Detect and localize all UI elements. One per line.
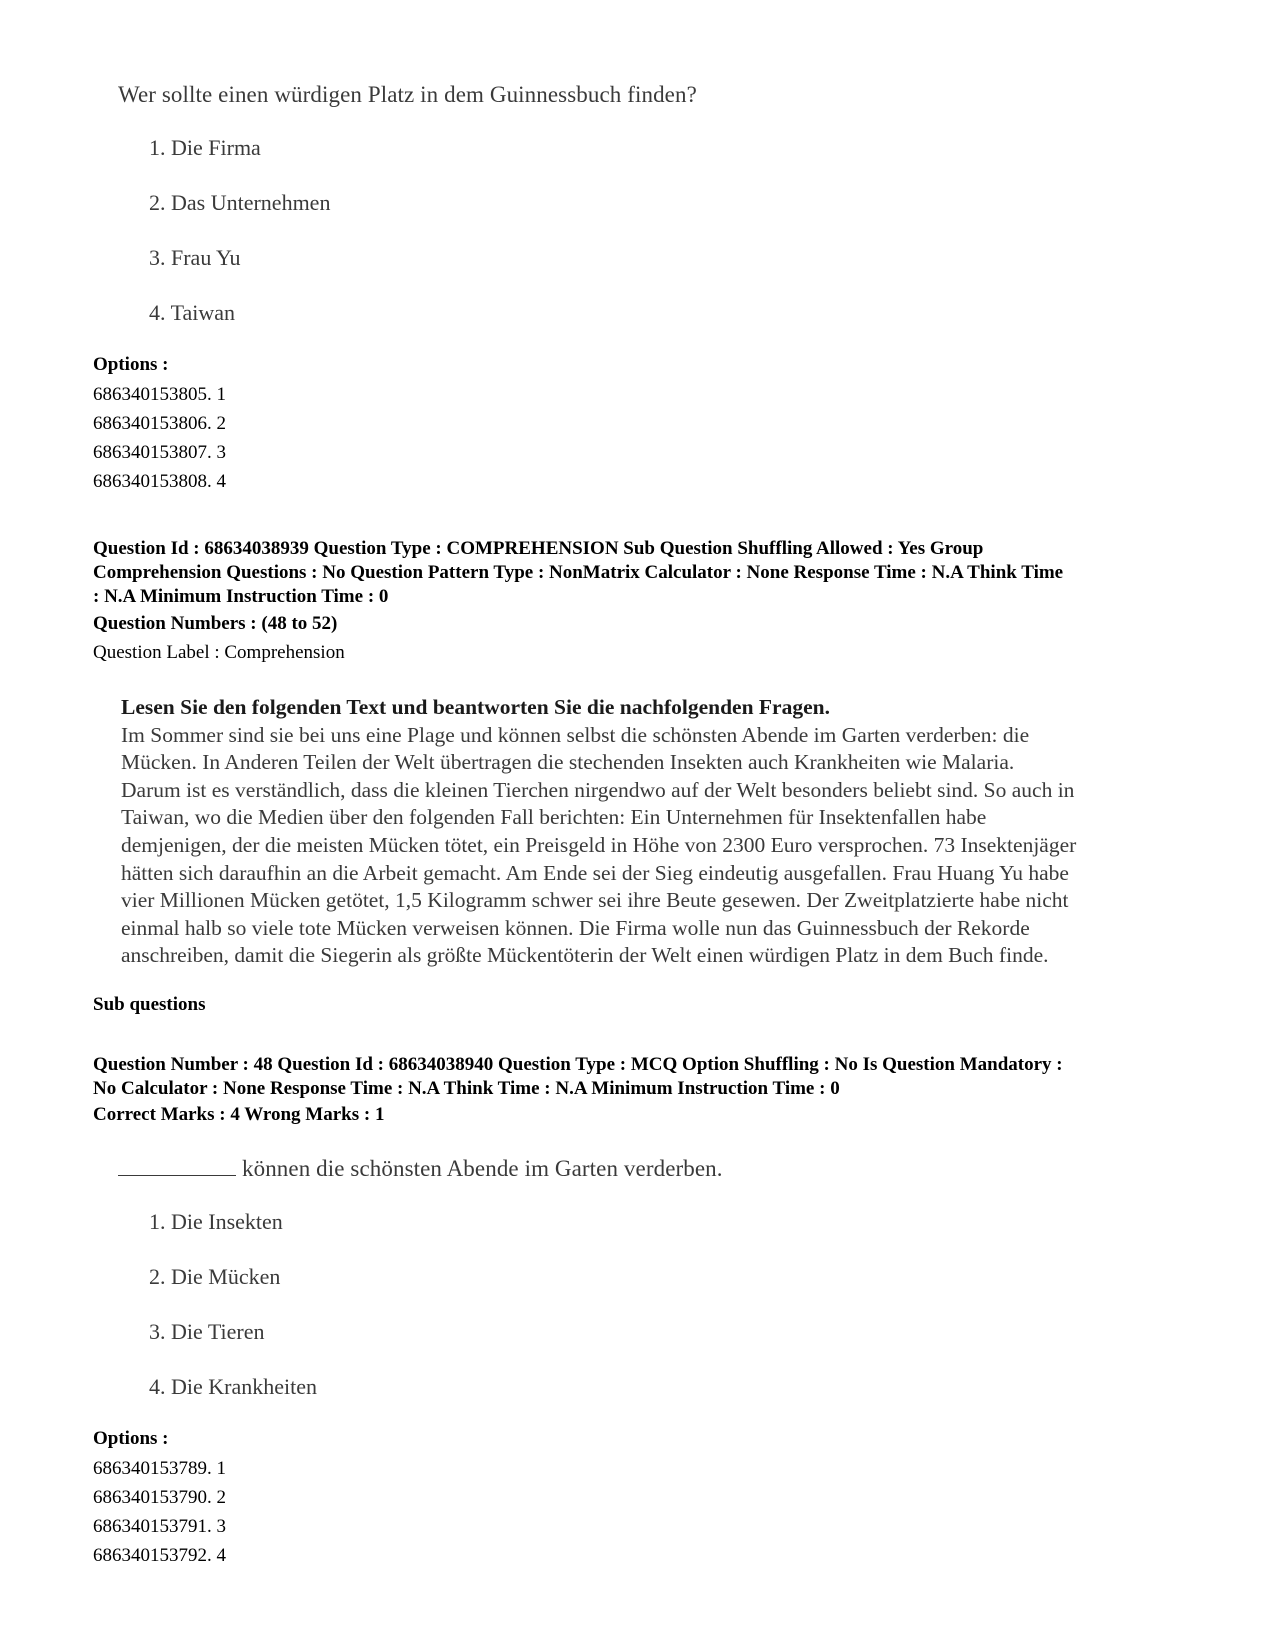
- q48-choice-3: 3. Die Tieren: [149, 1319, 265, 1344]
- q47-option-id-1: 686340153805. 1: [93, 384, 226, 405]
- q48-stem-line: [118, 1155, 723, 1182]
- q47-option-id-3: 686340153807. 3: [93, 442, 226, 463]
- q47-choice-4: 4. Taiwan: [149, 300, 236, 325]
- q48-option-id-2: 686340153790. 2: [93, 1487, 226, 1508]
- q47-stem: Wer sollte einen würdigen Platz in dem Guinnessbuch finden?: [118, 82, 697, 107]
- passage-line: einmal halb so viele tote Mücken verweisen können. Die Firma wolle nun das Guinnessbuch der Rekorde: [121, 915, 1030, 940]
- q48-option-id-3: 686340153791. 3: [93, 1516, 226, 1537]
- q48-choice-1: 1. Die Insekten: [149, 1209, 283, 1234]
- q47-choice-3: 3. Frau Yu: [149, 245, 241, 270]
- q48-options-label: Options :: [93, 1428, 169, 1449]
- comprehension-passage: [121, 694, 1201, 970]
- q48-option-id-list: [93, 1454, 226, 1570]
- passage-line: vier Millionen Mücken getötet, 1,5 Kilogramm schwer sei ihre Beute gesewen. Der Zweitplatzierte habe nicht: [121, 888, 1069, 913]
- q48-choice-2: 2. Die Mücken: [149, 1264, 281, 1289]
- comprehension-meta-line-3: : N.A Minimum Instruction Time : 0: [93, 586, 389, 607]
- sub-questions-label: Sub questions: [93, 994, 206, 1015]
- q47-choice-1: 1. Die Firma: [149, 135, 261, 160]
- q48-meta-line-2: No Calculator : None Response Time : N.A Think Time : N.A Minimum Instruction Time : 0: [93, 1078, 840, 1099]
- q48-marks: Correct Marks : 4 Wrong Marks : 1: [93, 1104, 385, 1125]
- passage-line: Taiwan, wo die Medien über den folgenden Fall berichten: Ein Unternehmen für Insektenfallen habe: [121, 805, 987, 830]
- q47-option-id-4: 686340153808. 4: [93, 471, 226, 492]
- q48-meta: [93, 1053, 1063, 1101]
- q48-stem: können die schönsten Abende im Garten verderben.: [242, 1156, 723, 1181]
- q47-options-label: Options :: [93, 354, 169, 375]
- q48-option-id-1: 686340153789. 1: [93, 1458, 226, 1479]
- q47-option-id-list: [93, 380, 226, 496]
- passage-title: Lesen Sie den folgenden Text und beantworten Sie die nachfolgenden Fragen.: [121, 695, 830, 719]
- q48-option-id-4: 686340153792. 4: [93, 1545, 226, 1566]
- passage-line: hätten sich daraufhin an die Arbeit gemacht. Am Ende sei der Sieg eindeutig ausgefallen. Frau Huang Yu habe: [121, 860, 1069, 885]
- passage-line: Im Sommer sind sie bei uns eine Plage und können selbst die schönsten Abende im Garten verderben: die: [121, 722, 1030, 747]
- q48-meta-line-1: Question Number : 48 Question Id : 68634038940 Question Type : MCQ Option Shuffling : No Is Question Mandatory :: [93, 1054, 1063, 1075]
- q47-choice-2: 2. Das Unternehmen: [149, 190, 331, 215]
- comprehension-meta-line-1: Question Id : 68634038939 Question Type : COMPREHENSION Sub Question Shuffling Allowed : Yes Group: [93, 538, 984, 559]
- q47-option-id-2: 686340153806. 2: [93, 413, 226, 434]
- passage-line: Mücken. In Anderen Teilen der Welt übertragen die stechenden Insekten auch Krankheiten wie Malaria.: [121, 750, 1015, 775]
- comprehension-meta: [93, 537, 1063, 609]
- q48-choice-4: 4. Die Krankheiten: [149, 1374, 317, 1399]
- q48-choice-list: [149, 1209, 317, 1429]
- q48-stem-blank: [118, 1155, 242, 1182]
- question-label: Question Label : Comprehension: [93, 642, 345, 663]
- comprehension-meta-line-2: Comprehension Questions : No Question Pattern Type : NonMatrix Calculator : None Response Time : N.A Think Time: [93, 562, 1064, 583]
- passage-line: demjenigen, der die meisten Mücken tötet, ein Preisgeld in Höhe von 2300 Euro versprochen. 73 Insektenjäger: [121, 832, 1077, 857]
- passage-line: anschreiben, damit die Siegerin als größte Mückentöterin der Welt einen würdigen Platz in dem Buch finde.: [121, 943, 1049, 968]
- question-numbers: Question Numbers : (48 to 52): [93, 613, 338, 634]
- q47-choice-list: [149, 135, 330, 355]
- passage-line: Darum ist es verständlich, dass die kleinen Tierchen nirgendwo auf der Welt besonders beliebt sind. So auch in: [121, 777, 1075, 802]
